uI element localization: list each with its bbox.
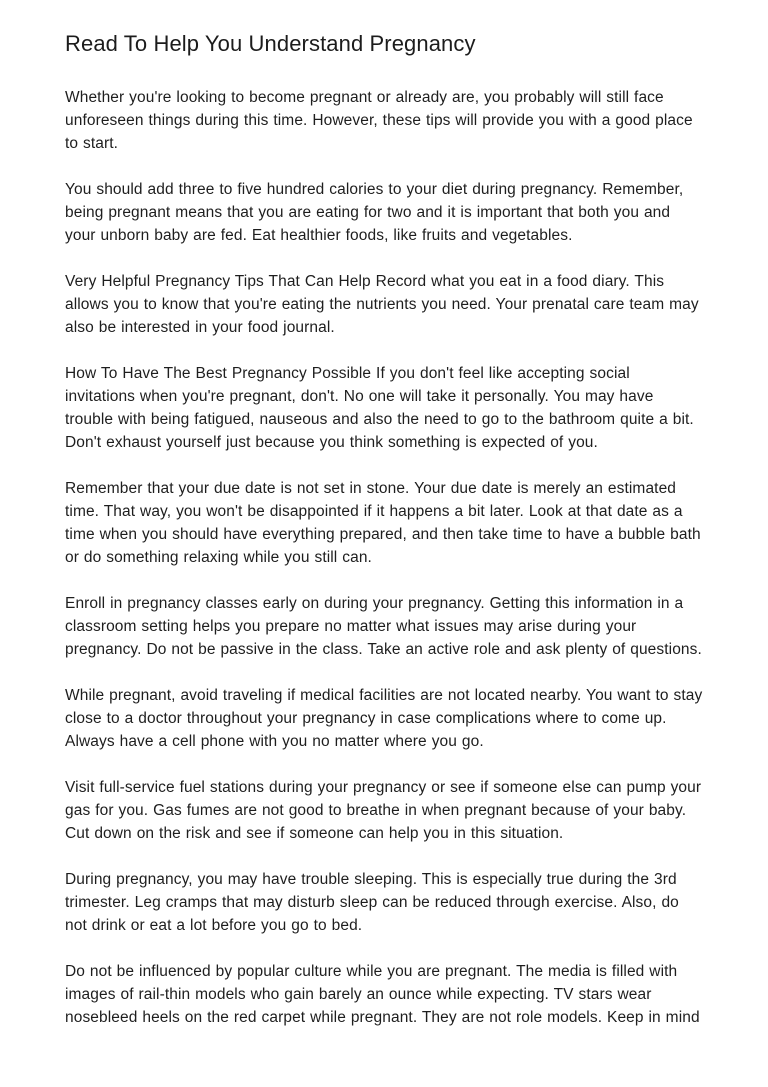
paragraph-social: How To Have The Best Pregnancy Possible If you don't feel like accepting social invitations when you're pregnant, don't. No one will take it personally. You may have trouble with being fatigued, nauseous and also the need to go to the bathroom quite a bit. Don't exhaust yourself just because you think something is expected of you. [65, 365, 694, 451]
paragraph-sleeping: During pregnancy, you may have trouble sleeping. This is especially true during the 3rd trimester. Leg cramps that may disturb sleep can be reduced through exercise. Also, do not drink or eat a lot before you go to bed. [65, 871, 679, 934]
document-body [65, 86, 704, 1029]
paragraph-traveling: While pregnant, avoid traveling if medical facilities are not located nearby. You want to stay close to a doctor throughout your pregnancy in case complications where to come up. Always have a cell phone with you no matter where you go. [65, 687, 703, 750]
paragraph-due-date: Remember that your due date is not set in stone. Your due date is merely an estimated time. That way, you won't be disappointed if it happens a bit later. Look at that date as a time when you should have everything prepared, and then take time to have a bubble bath or do something relaxing while you still can. [65, 480, 701, 566]
paragraph-classes: Enroll in pregnancy classes early on during your pregnancy. Getting this information in a classroom setting helps you prepare no matter what issues may arise during your pregnancy. Do not be passive in the class. Take an active role and ask plenty of questions. [65, 595, 702, 658]
paragraph-fuel: Visit full-service fuel stations during your pregnancy or see if someone else can pump your gas for you. Gas fumes are not good to breathe in when pregnant because of your baby. Cut down on the risk and see if someone can help you in this situation. [65, 779, 702, 842]
page-title: Read To Help You Understand Pregnancy [65, 31, 476, 56]
paragraph-intro: Whether you're looking to become pregnant or already are, you probably will still face unforeseen things during this time. However, these tips will provide you with a good place to start. [65, 89, 693, 152]
paragraph-media: Do not be influenced by popular culture while you are pregnant. The media is filled with images of rail-thin models who gain barely an ounce while expecting. TV stars wear nosebleed heels on the red carpet while pregnant. They are not role models. Keep in mind [65, 963, 700, 1026]
paragraph-calories: You should add three to five hundred calories to your diet during pregnancy. Remember, being pregnant means that you are eating for two and it is important that both you and your unborn baby are fed. Eat healthier foods, like fruits and vegetables. [65, 181, 684, 244]
paragraph-food-diary: Very Helpful Pregnancy Tips That Can Help Record what you eat in a food diary. This allows you to know that you're eating the nutrients you need. Your prenatal care team may also be interested in your food journal. [65, 273, 699, 336]
